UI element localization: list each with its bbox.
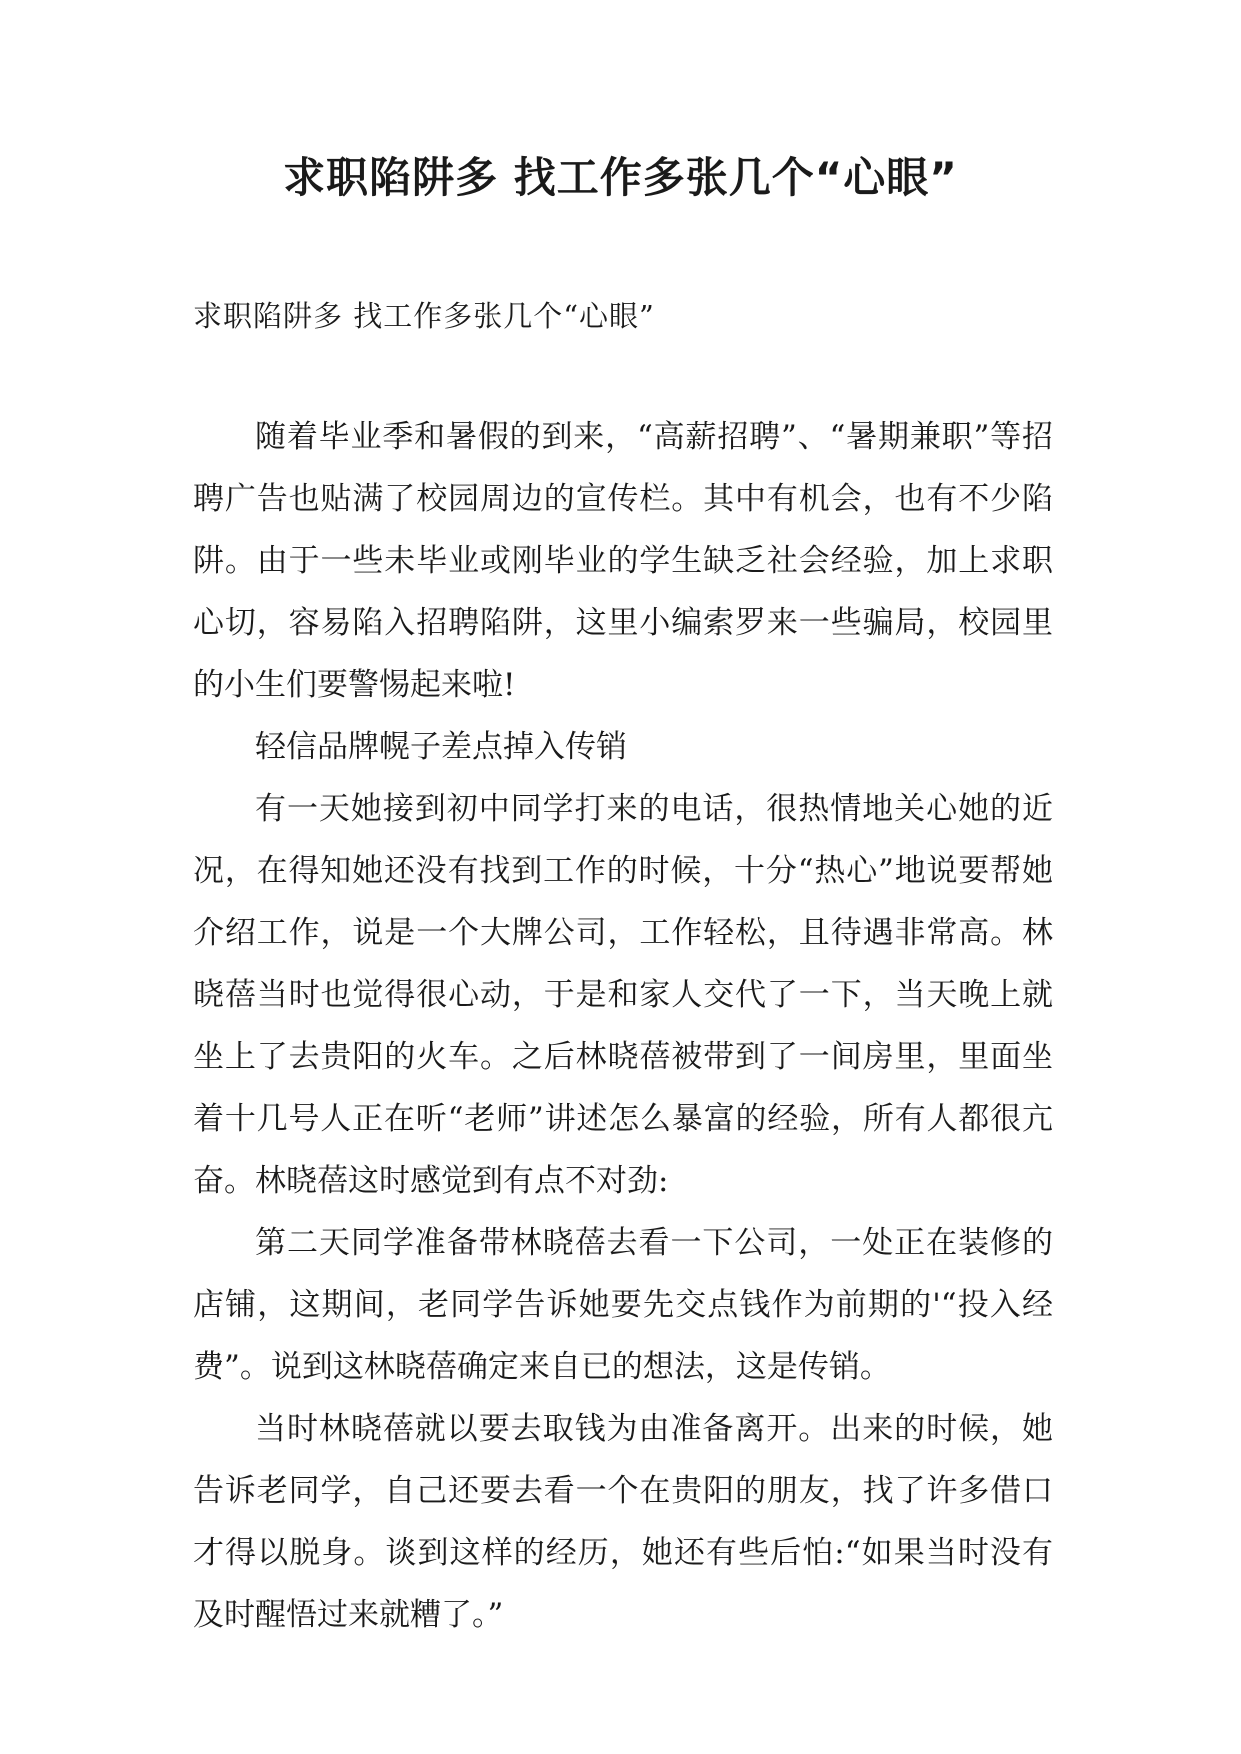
document-subtitle: 求职陷阱多 找工作多张几个“心眼” xyxy=(193,299,655,333)
document-title: 求职陷阱多 找工作多张几个“心眼” xyxy=(283,153,958,202)
paragraph-intro: 随着毕业季和暑假的到来，“高薪招聘”、“暑期兼职”等招聘广告也贴满了校园周边的宣传栏。其中有机会，也有不少陷阱。由于一些未毕业或刚毕业的学生缺乏社会经验，加上求职心切，容易陷入招聘陷阱，这里小编索罗来一些骗局，校园里的小生们要警惕起来啦! xyxy=(193,419,1053,703)
document-body xyxy=(193,406,1053,1646)
paragraph-story-3: 当时林晓蓓就以要去取钱为由准备离开。出来的时候，她告诉老同学，自己还要去看一个在贵阳的朋友，找了许多借口才得以脱身。谈到这样的经历，她还有些后怕:“如果当时没有及时醒悟过来就糟了。” xyxy=(193,1411,1053,1633)
paragraph-story-1: 有一天她接到初中同学打来的电话，很热情地关心她的近况，在得知她还没有找到工作的时候，十分“热心”地说要帮她介绍工作，说是一个大牌公司，工作轻松，且待遇非常高。林晓蓓当时也觉得很心动，于是和家人交代了一下，当天晚上就坐上了去贵阳的火车。之后林晓蓓被带到了一间房里，里面坐着十几号人正在听“老师”讲述怎么暴富的经验，所有人都很亢奋。林晓蓓这时感觉到有点不对劲: xyxy=(193,791,1053,1199)
paragraph-heading: 轻信品牌幌子差点掉入传销 xyxy=(255,729,627,765)
paragraph-story-2: 第二天同学准备带林晓蓓去看一下公司，一处正在装修的店铺，这期间，老同学告诉她要先交点钱作为前期的'“投入经费”。说到这林晓蓓确定来自已的想法，这是传销。 xyxy=(193,1225,1053,1385)
